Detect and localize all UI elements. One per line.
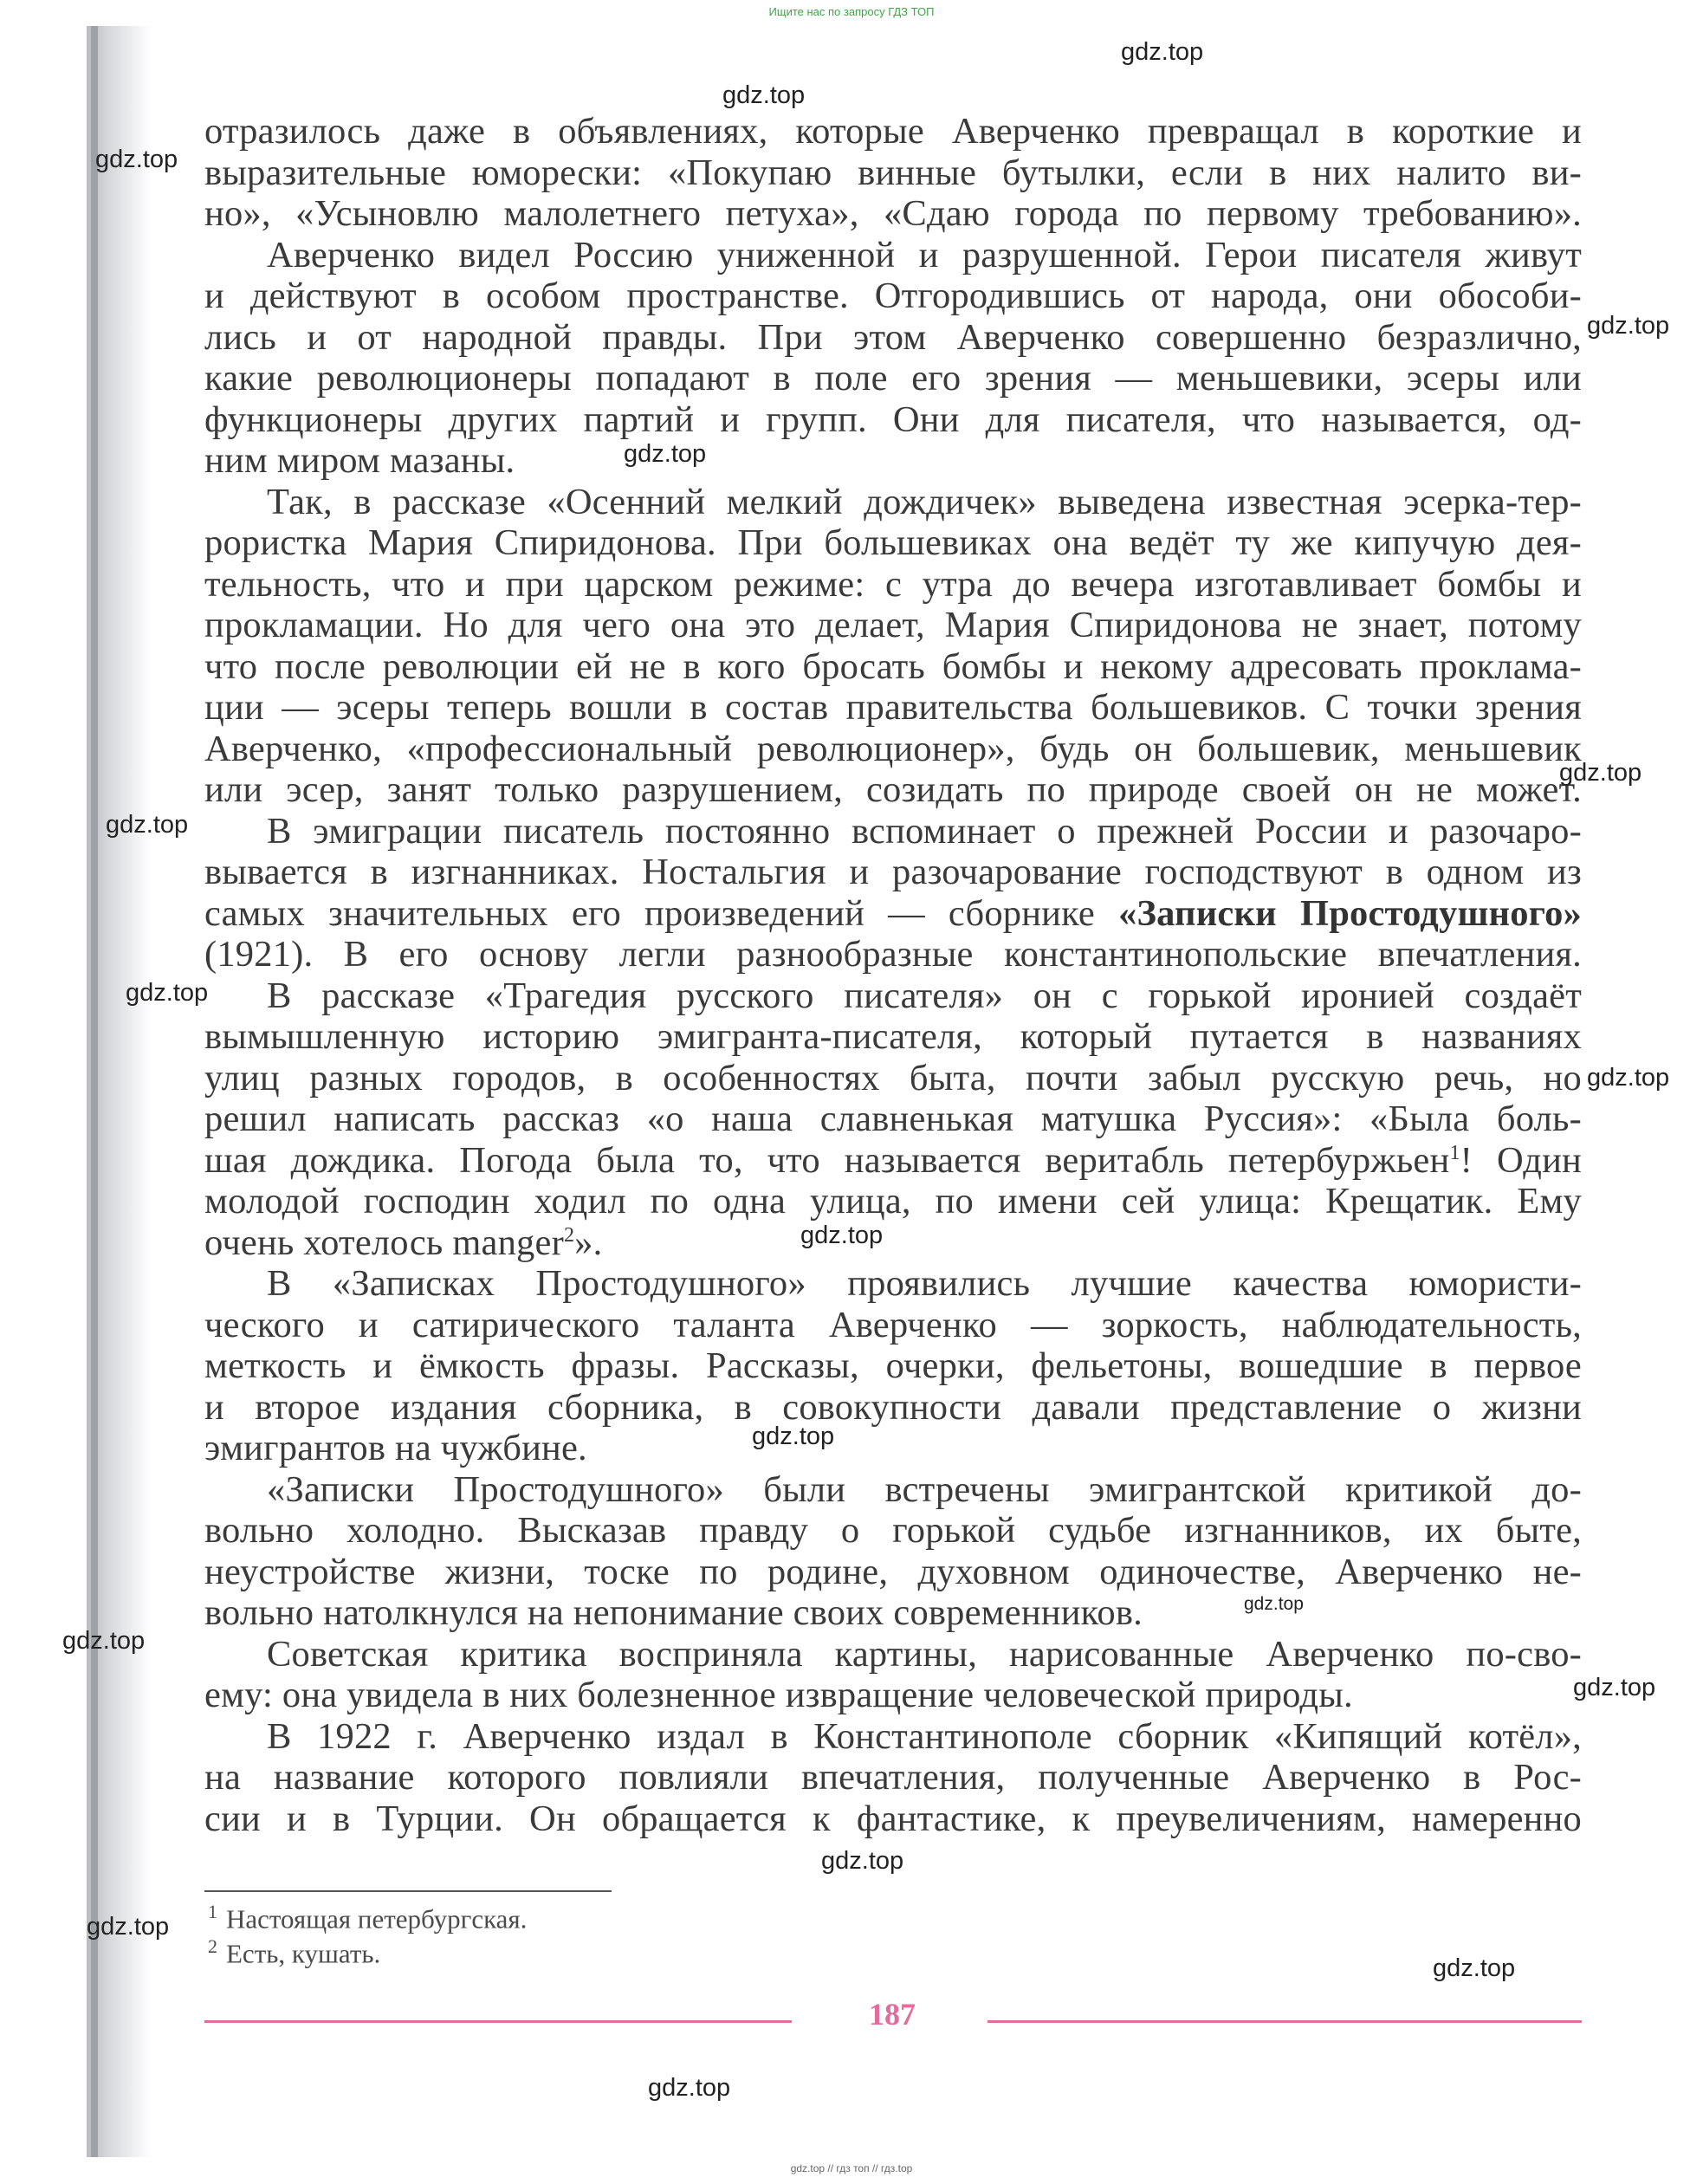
text-line bbox=[204, 1798, 1582, 1840]
text-line bbox=[204, 811, 1582, 852]
text-line-content: (1921). В его основу легли разнообразные константинопольские впечатления. bbox=[204, 934, 1582, 975]
watermark: gdz.top bbox=[1559, 759, 1642, 787]
text-line-content: «Записки Простодушного» были встречены эмигрантской критикой до- bbox=[267, 1468, 1582, 1510]
text-line-content: эмигрантов на чужбине. bbox=[204, 1428, 587, 1468]
text-line-content: Так, в рассказе «Осенний мелкий дождичек» выведена известная эсерка-тер- bbox=[267, 481, 1582, 522]
watermark: gdz.top bbox=[62, 1627, 146, 1655]
text-line bbox=[204, 1222, 1582, 1264]
watermark: gdz.top bbox=[648, 2074, 731, 2102]
text-line-content: ему: она увидела в них болезненное извращение человеческой природы. bbox=[204, 1675, 1353, 1715]
watermark: gdz.top bbox=[1244, 1594, 1304, 1614]
text-line bbox=[204, 358, 1582, 399]
footnote-number: 2 bbox=[208, 1935, 217, 1957]
text-line-content: очень хотелось manger bbox=[204, 1222, 564, 1263]
page-number-rule-left bbox=[204, 2020, 792, 2023]
text-line-tail: ! Один bbox=[1460, 1139, 1582, 1181]
text-line-content: но», «Усыновлю малолетнего петуха», «Сдаю города по первому требованию». bbox=[204, 193, 1582, 234]
text-line-content: вывается в изгнанниках. Ностальгия и разочарование господствуют в одном из bbox=[204, 852, 1582, 892]
text-line-content: выразительные юморески: «Покупаю винные бутылки, если в них налито ви- bbox=[204, 152, 1582, 193]
text-line-content: неустройстве жизни, тоске по родине, духовном одиночестве, Аверченко не- bbox=[204, 1551, 1582, 1592]
text-line-content: Аверченко видел Россию униженной и разрушенной. Герои писателя живут bbox=[267, 234, 1582, 275]
watermark: gdz.top bbox=[821, 1847, 904, 1875]
text-line bbox=[204, 1757, 1582, 1798]
text-line bbox=[204, 1716, 1582, 1758]
text-line-content: решил написать рассказ «о наша славненькая матушка Руссия»: «Была боль- bbox=[204, 1098, 1582, 1139]
text-line-content: самых значительных его произведений — сборнике bbox=[204, 892, 1095, 934]
text-line-content: шая дождика. Погода была то, что называется веритабль петербуржьен bbox=[204, 1139, 1450, 1181]
text-line-content: вольно холодно. Высказав правду о горькой судьбе изгнанников, их быте, bbox=[204, 1510, 1582, 1551]
text-line bbox=[204, 440, 1582, 482]
text-line bbox=[204, 275, 1582, 317]
text-line-content: молодой господин ходил по одна улица, по имени сей улица: Крещатик. Ему bbox=[204, 1181, 1582, 1222]
text-line-content: какие революционеры попадают в поле его зрения — меньшевики, эсеры или bbox=[204, 358, 1582, 399]
text-line bbox=[204, 317, 1582, 359]
text-line bbox=[204, 1675, 1582, 1716]
text-line bbox=[204, 522, 1582, 564]
watermark: gdz.top bbox=[624, 440, 707, 468]
watermark: gdz.top bbox=[722, 81, 806, 109]
watermark: gdz.top bbox=[106, 811, 189, 839]
footnote-divider bbox=[204, 1890, 612, 1892]
text-line-content: В «Записках Простодушного» проявились лучшие качества юмористи- bbox=[267, 1263, 1582, 1304]
watermark: gdz.top bbox=[1121, 38, 1204, 66]
text-line bbox=[204, 1263, 1582, 1305]
text-line bbox=[204, 1140, 1582, 1182]
book-spine-edge bbox=[91, 26, 98, 2157]
footnote-text: Есть, кушать. bbox=[226, 1938, 381, 1969]
header-banner: Ищите нас по запросу ГДЗ ТОП bbox=[768, 5, 935, 18]
text-line bbox=[204, 152, 1582, 194]
text-line bbox=[204, 235, 1582, 276]
text-line bbox=[204, 1345, 1582, 1387]
footnote-number: 1 bbox=[208, 1901, 217, 1922]
text-line bbox=[204, 852, 1582, 893]
watermark: gdz.top bbox=[1433, 1954, 1516, 1982]
text-line-content: Аверченко, «профессиональный революционер», будь он большевик, меньшевик bbox=[204, 728, 1582, 769]
text-line-content: тельность, что и при царском режиме: с утра до вечера изготавливает бомбы и bbox=[204, 563, 1582, 605]
page-body-text bbox=[204, 111, 1582, 1839]
text-line bbox=[204, 729, 1582, 770]
text-line bbox=[204, 1552, 1582, 1593]
watermark: gdz.top bbox=[800, 1222, 884, 1249]
text-line-content: улиц разных городов, в особенностях быта, почти забыл русскую речь, но bbox=[204, 1057, 1582, 1098]
text-line bbox=[204, 975, 1582, 1017]
text-line-content: и второе издания сборника, в совокупности давали представление о жизни bbox=[204, 1386, 1582, 1428]
text-line bbox=[204, 399, 1582, 441]
footer-banner: gdz.top // гдз топ // гдз.top bbox=[790, 2162, 913, 2174]
page-number: 187 bbox=[869, 1997, 916, 2032]
text-line bbox=[204, 1469, 1582, 1511]
text-line bbox=[204, 1592, 1582, 1634]
text-line-content: что после революции ей не в кого бросать бомбы и некому адресовать проклама- bbox=[204, 645, 1582, 687]
text-line bbox=[204, 1387, 1582, 1429]
watermark: gdz.top bbox=[95, 146, 178, 173]
text-line bbox=[204, 646, 1582, 688]
footnote-ref: 2 bbox=[563, 1223, 575, 1247]
text-line-content: рористка Мария Спиридонова. При большевиках она ведёт ту же кипучую дея- bbox=[204, 522, 1582, 563]
footnote-2 bbox=[208, 1935, 380, 1969]
text-line bbox=[204, 193, 1582, 235]
watermark: gdz.top bbox=[87, 1913, 170, 1941]
text-line bbox=[204, 893, 1582, 935]
watermark: gdz.top bbox=[1587, 312, 1670, 340]
text-line bbox=[204, 1634, 1582, 1675]
text-line bbox=[204, 1510, 1582, 1552]
text-line bbox=[204, 1428, 1582, 1469]
text-line bbox=[204, 1181, 1582, 1222]
text-line bbox=[204, 564, 1582, 606]
text-line-content: на название которого повлияли впечатления, полученные Аверченко в Рос- bbox=[204, 1757, 1582, 1798]
text-line bbox=[204, 934, 1582, 975]
text-line-tail: ». bbox=[574, 1222, 603, 1263]
text-line-content: В 1922 г. Аверченко издал в Константинополе сборник «Кипящий котёл», bbox=[267, 1715, 1582, 1757]
text-line-content: и действуют в особом пространстве. Отгородившись от народа, они обособи- bbox=[204, 275, 1582, 316]
footnote-text: Настоящая петербургская. bbox=[226, 1903, 528, 1934]
text-line-content: В рассказе «Трагедия русского писателя» он с горькой иронией создаёт bbox=[267, 975, 1582, 1016]
bold-title: «Записки Простодушного» bbox=[1118, 892, 1582, 934]
text-line bbox=[204, 111, 1582, 152]
text-line bbox=[204, 482, 1582, 523]
text-line-content: вольно натолкнулся на непонимание своих современников. bbox=[204, 1592, 1143, 1633]
text-line-content: сии и в Турции. Он обращается к фантастике, к преувеличениям, намеренно bbox=[204, 1798, 1582, 1839]
text-line-content: отразилось даже в объявлениях, которые Аверченко превращал в короткие и bbox=[204, 111, 1582, 152]
text-line-content: или эсер, занят только разрушением, созидать по природе своей он не может. bbox=[204, 769, 1582, 810]
text-line bbox=[204, 1058, 1582, 1099]
text-line-content: функционеры других партий и групп. Они для писателя, что называется, од- bbox=[204, 399, 1582, 440]
footnote-ref: 1 bbox=[1449, 1141, 1460, 1164]
text-line-content: В эмиграции писатель постоянно вспоминает о прежней России и разочаро- bbox=[267, 810, 1582, 852]
text-line-content: лись и от народной правды. При этом Аверченко совершенно безразлично, bbox=[204, 316, 1582, 358]
text-line bbox=[204, 769, 1582, 811]
watermark: gdz.top bbox=[1573, 1674, 1656, 1701]
text-line-content: вымышленную историю эмигранта-писателя, который путается в названиях bbox=[204, 1016, 1582, 1057]
watermark: gdz.top bbox=[1587, 1064, 1670, 1092]
text-line bbox=[204, 1016, 1582, 1058]
text-line-content: Советская критика восприняла картины, нарисованные Аверченко по-сво- bbox=[267, 1633, 1582, 1675]
text-line-content: ческого и сатирического таланта Аверченко — зоркость, наблюдательность, bbox=[204, 1304, 1582, 1345]
text-line-content: прокламации. Но для чего она это делает, Мария Спиридонова не знает, потому bbox=[204, 605, 1582, 645]
text-line bbox=[204, 687, 1582, 729]
text-line-content: ним миром мазаны. bbox=[204, 440, 515, 481]
watermark: gdz.top bbox=[126, 979, 209, 1007]
text-line-content: ции — эсеры теперь вошли в состав правительства большевиков. С точки зрения bbox=[204, 687, 1582, 728]
page-number-rule-right bbox=[987, 2020, 1582, 2023]
text-line-content: меткость и ёмкость фразы. Рассказы, очерки, фельетоны, вошедшие в первое bbox=[204, 1345, 1582, 1386]
text-line bbox=[204, 605, 1582, 646]
text-line bbox=[204, 1098, 1582, 1140]
text-line bbox=[204, 1305, 1582, 1346]
watermark: gdz.top bbox=[752, 1423, 835, 1450]
footnote-1 bbox=[208, 1901, 527, 1934]
